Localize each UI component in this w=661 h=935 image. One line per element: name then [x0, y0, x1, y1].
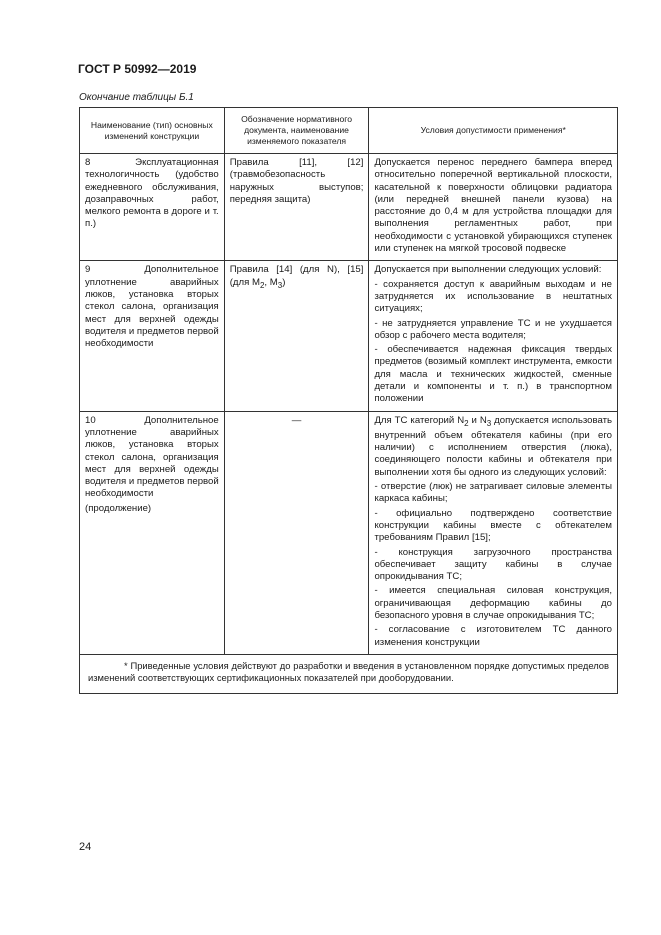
- cell-text: [230, 264, 364, 292]
- text-part: Правила [14] (для N), [15] (для M: [229, 264, 364, 288]
- condition-item: - не затрудняется управление ТС и не ухудшается обзор с рабочего места водителя;: [374, 317, 612, 341]
- condition-item: - официально подтверждено соответствие конструкции кабины вместе с обтекателем требованиям Правил [15];: [374, 507, 612, 544]
- table-row: [80, 411, 618, 654]
- cell-text: 10 Дополнительное уплотнение аварийных люков, установка вторых стекол салона, организация мест для верхней одежды водителя и предметов первой необходимости: [85, 414, 219, 500]
- requirements-table: [79, 107, 618, 694]
- condition-item: - согласование с изготовителем ТС данного изменения конструкции: [374, 624, 612, 648]
- cell-text: [374, 415, 612, 479]
- condition-item: - конструкция загрузочного пространства обеспечивает защиту кабины в случае опрокидывания ТС;: [374, 546, 612, 583]
- page-number: 24: [79, 841, 92, 853]
- row-10-document: [224, 411, 369, 654]
- cell-text: 8 Эксплуатационная технологичность (удобство ежедневного обслуживания, дозаправочных работ, мелкого ремонта в дороге и т. п.): [85, 157, 219, 230]
- table-row: [80, 154, 618, 261]
- cell-text: Допускается перенос переднего бампера вперед относительно поперечной вертикальной плоскости, касательной к поверхности облицовки радиатора (или передней внешней панели кузова) на расстояние до 0,4 м для устройства площадки для выполнения регламентных работ, при необходимости с установкой убирающихся ступенек или ступенек на мягкой тросовой подвеске: [374, 157, 612, 255]
- header-change-type: Наименование (тип) основных изменений конструкции: [80, 108, 225, 154]
- table-footnote: * Приведенные условия действуют до разработки и введения в установленном порядке допустимых пределов изменений соответствующих сертификационных показателей при дооборудовании.: [80, 654, 618, 693]
- footnote-row: [80, 654, 618, 693]
- row-10-conditions: [369, 411, 618, 654]
- row-10-change: [80, 411, 225, 654]
- text-part: , M: [264, 276, 278, 288]
- cell-text: —: [291, 414, 302, 426]
- header-normative-doc: Обозначение нормативного документа, наименование изменяемого показателя: [224, 108, 369, 154]
- cell-text: 9 Дополнительное уплотнение аварийных люков, установка вторых стекол салона, организация мест для верхней одежды водителя и предметов первой необходимости: [85, 264, 219, 350]
- header-conditions: Условия допустимости применения*: [369, 108, 618, 154]
- text-part: Для ТС категорий N: [374, 414, 465, 426]
- condition-item: - сохраняется доступ к аварийным выходам и не затрудняется их использование в нештатных ситуациях;: [374, 278, 612, 315]
- text-part: допускается использовать внутренний объем обтекателя кабины (при его наличии) с исполнением отверстия (люка), соединяющего полости кабины и обтекателя при выполнении хотя бы одного из следующих условий:: [374, 414, 612, 478]
- row-9-document: [224, 261, 369, 411]
- text-part: и N: [468, 414, 487, 426]
- table-header-row: [80, 108, 618, 154]
- text-part: ): [282, 276, 286, 288]
- table-row: [80, 261, 618, 411]
- subscript: 3: [277, 280, 283, 290]
- row-8-change: [80, 154, 225, 261]
- subscript: 2: [464, 418, 469, 428]
- table-caption: Окончание таблицы Б.1: [79, 92, 194, 103]
- condition-item: - отверстие (люк) не затрагивает силовые элементы каркаса кабины;: [374, 481, 612, 505]
- condition-item: - имеется специальная силовая конструкция, ограничивающая деформацию кабины до безопасного уровня в случае опрокидывания ТС;: [374, 585, 612, 621]
- row-9-change: [80, 261, 225, 411]
- cell-text: Правила [11], [12] (травмобезопасность наружных выступов; передняя защита): [229, 157, 364, 205]
- row-8-conditions: [369, 154, 618, 261]
- document-header: ГОСТ Р 50992—2019: [78, 62, 197, 76]
- row-8-document: [224, 154, 369, 261]
- continuation-note: (продолжение): [85, 502, 152, 514]
- subscript: 3: [486, 418, 492, 428]
- condition-item: - обеспечивается надежная фиксация твердых предметов (возимый комплект инструмента, емкости для масла и технических жидкостей, сменные детали и компоненты и т. п.) в транспортном положении: [374, 344, 612, 405]
- subscript: 2: [259, 280, 265, 290]
- cell-text: Допускается при выполнении следующих условий:: [374, 264, 602, 276]
- row-9-conditions: [369, 261, 618, 411]
